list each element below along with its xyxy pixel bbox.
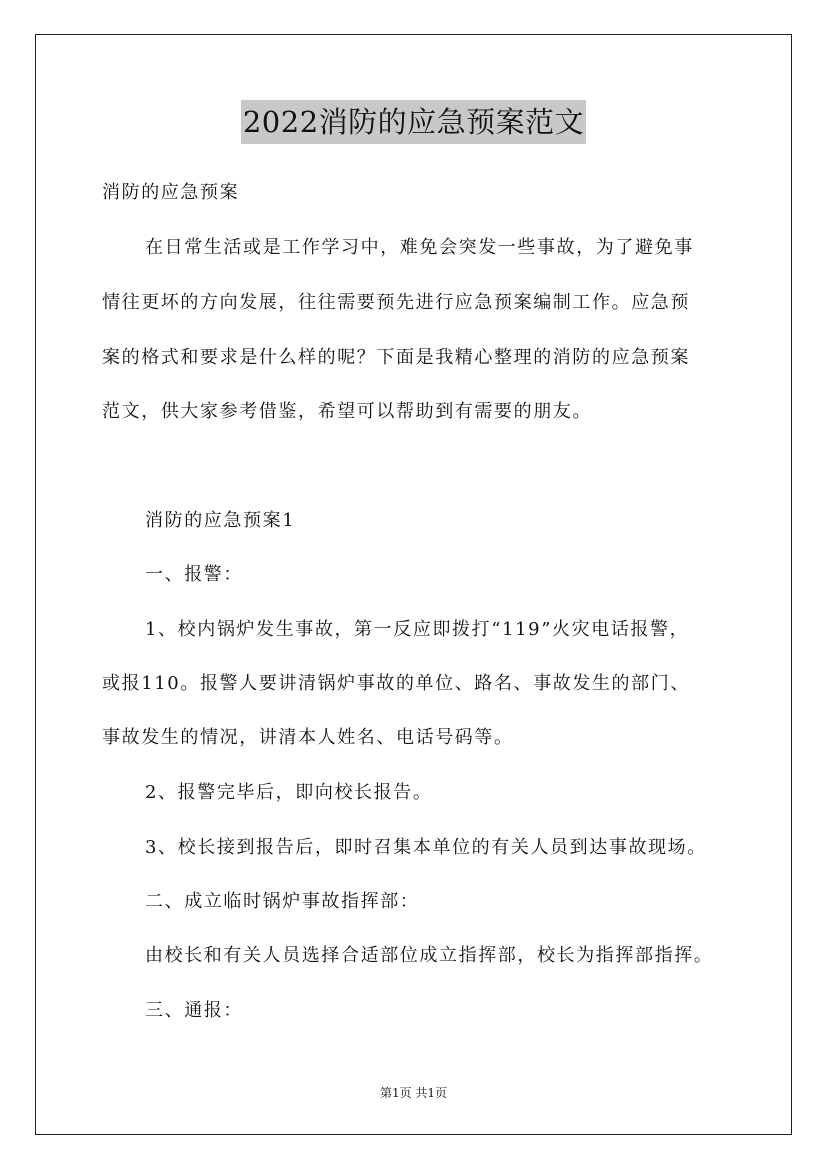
document-subtitle: 消防的应急预案 [102,182,240,203]
alarm-item-1-line-1: 1、校内锅炉发生事故，第一反应即拨打“119”火灾电话报警， [145,619,690,640]
alarm-item-1-line-2: 或报110。报警人要讲清锅炉事故的单位、路名、事故发生的部门、 [102,673,690,694]
heading-alarm: 一、报警： [145,564,243,585]
document-title: 2022消防的应急预案范文 [241,100,586,144]
intro-line-1: 在日常生活或是工作学习中，难免会突发一些事故，为了避免事 [145,237,694,258]
intro-line-3: 案的格式和要求是什么样的呢？下面是我精心整理的消防的应急预案 [102,347,690,368]
alarm-item-3: 3、校长接到报告后，即时召集本单位的有关人员到达事故现场。 [145,837,707,858]
heading-command-post: 二、成立临时锅炉事故指挥部： [145,891,420,912]
command-post-text: 由校长和有关人员选择合适部位成立指挥部，校长为指挥部指挥。 [145,945,714,966]
heading-notify: 三、通报： [145,1000,243,1021]
intro-line-2: 情往更坏的方向发展，往往需要预先进行应急预案编制工作。应急预 [102,292,690,313]
section-heading-plan-1: 消防的应急预案1 [145,510,296,531]
alarm-item-2: 2、报警完毕后，即向校长报告。 [145,782,433,803]
intro-line-4: 范文，供大家参考借鉴，希望可以帮助到有需要的朋友。 [102,401,592,422]
page-footer: 第1页 共1页 [379,1086,448,1100]
title-container [0,100,827,144]
alarm-item-1-line-3: 事故发生的情况，讲清本人姓名、电话号码等。 [102,727,514,748]
